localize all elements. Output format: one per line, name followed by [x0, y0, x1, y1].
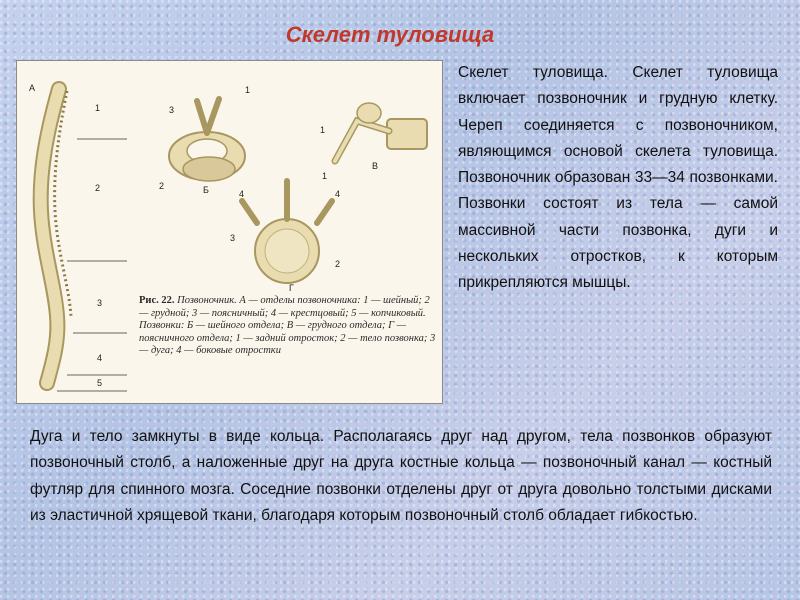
v-label-1: 1: [320, 125, 326, 135]
vertebral-column-drawing: [41, 89, 71, 383]
spine-label-4: 4: [97, 353, 103, 363]
figure-caption: [139, 295, 439, 358]
panel-v-label: В: [372, 161, 379, 171]
g-label-3: 3: [230, 233, 236, 243]
spine-figure: [16, 60, 443, 404]
panel-g-label: Г: [289, 283, 294, 293]
spine-label-5: 5: [97, 378, 103, 388]
b-label-3: 3: [169, 105, 175, 115]
g-label-1: 1: [322, 171, 328, 181]
slide-title: Скелет туловища: [285, 22, 495, 47]
intro-paragraph: Скелет туловища. Скелет туловища включает позвоночник и грудную клетку. Череп соединяется с позвоночником, являющимся основой скелета туловища. Позвоночник образован 33—34 позвонками. Позвонки состоят из тела — самой массивной части позвонка, дуги и нескольких отростков, к которым прикрепляются мышцы.: [458, 64, 778, 292]
spine-label-3: 3: [97, 298, 103, 308]
cervical-vertebra-drawing: [169, 99, 245, 181]
spine-label-2: 2: [95, 183, 101, 193]
g-label-4b: 4: [335, 189, 341, 199]
panel-a-label: А: [29, 83, 36, 93]
panel-b-label: Б: [203, 185, 209, 195]
caption-fig-label: Рис. 22.: [139, 295, 175, 306]
g-label-2: 2: [335, 259, 341, 269]
lumbar-vertebra-drawing: [242, 181, 332, 283]
caption-line-2: Позвонки: Б — шейного отдела; В — грудного отдела; Г — поясничного отдела; 1 — задний отросток; 2 — тело позвонка; 3 — дуга; 4 — боковые отростки: [139, 320, 436, 356]
b-label-1: 1: [245, 85, 251, 95]
details-paragraph: Дуга и тело замкнуты в виде кольца. Располагаясь друг над другом, тела позвонков образуют позвоночный столб, а наложенные друг на друга костные кольца — позвоночный канал — костный футляр для спинного мозга. Соседние позвонки отделены друг от друга довольно толстыми дисками из эластичной хрящевой ткани, благодаря которым позвоночный столб обладает гибкостью.: [30, 428, 772, 524]
thoracic-vertebra-drawing: [335, 103, 427, 161]
spine-label-1: 1: [95, 103, 101, 113]
b-label-2: 2: [159, 181, 165, 191]
caption-line-1: Позвоночник. А — отделы позвоночника: 1 — шейный; 2 — грудной; 3 — поясничный; 4 — крестцовый; 5 — копчиковый.: [139, 295, 430, 319]
g-label-4a: 4: [239, 189, 245, 199]
